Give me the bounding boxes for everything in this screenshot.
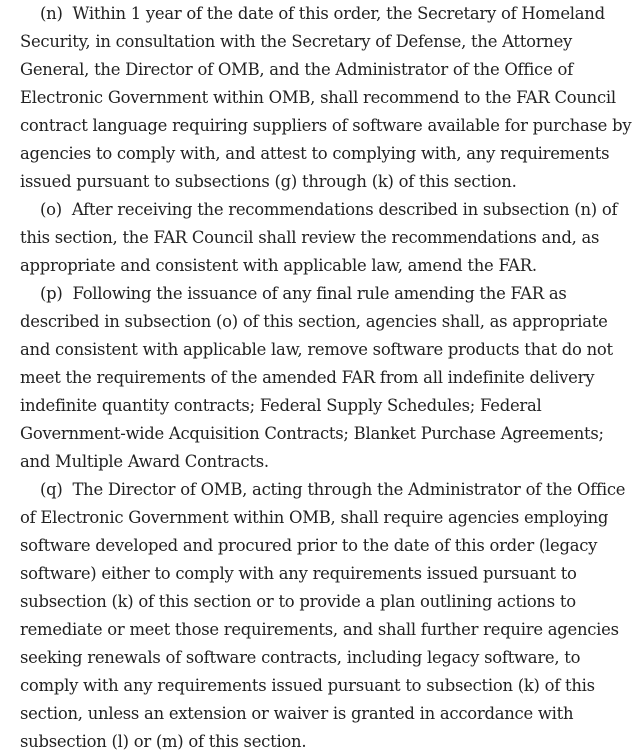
document-body: [20, 0, 632, 756]
paragraph-label: (q): [40, 480, 63, 499]
paragraph-label: (p): [40, 284, 63, 303]
paragraph-q: [20, 476, 632, 756]
paragraph-text: Following the issuance of any final rule amending the FAR as described in subsection (o) of this section, agencies shall, as appropriate and consistent with applicable law, remove software products that do not meet the requirements of the amended FAR from all indefinite delivery indefinite quantity contracts; Federal Supply Schedules; Federal Government-wide Acquisition Contracts; Blanket Purchase Agreements; and Multiple Award Contracts.: [20, 284, 613, 471]
paragraph-text: Within 1 year of the date of this order, the Secretary of Homeland Security, in consultation with the Secretary of Defense, the Attorney General, the Director of OMB, and the Administrator of the Office of Electronic Government within OMB, shall recommend to the FAR Council contract language requiring suppliers of software available for purchase by agencies to comply with, and attest to complying with, any requirements issued pursuant to subsections (g) through (k) of this section.: [20, 4, 632, 191]
paragraph-o: [20, 196, 632, 280]
paragraph-label: (n): [40, 4, 63, 23]
paragraph-label: (o): [40, 200, 62, 219]
paragraph-n: [20, 0, 632, 196]
paragraph-p: [20, 280, 632, 476]
paragraph-text: The Director of OMB, acting through the Administrator of the Office of Electronic Government within OMB, shall require agencies employing software developed and procured prior to the date of this order (legacy software) either to comply with any requirements issued pursuant to subsection (k) of this section or to provide a plan outlining actions to remediate or meet those requirements, and shall further require agencies seeking renewals of software contracts, including legacy software, to comply with any requirements issued pursuant to subsection (k) of this section, unless an extension or waiver is granted in accordance with subsection (l) or (m) of this section.: [20, 480, 626, 751]
paragraph-text: After receiving the recommendations described in subsection (n) of this section, the FAR Council shall review the recommendations and, as appropriate and consistent with applicable law, amend the FAR.: [20, 200, 618, 275]
